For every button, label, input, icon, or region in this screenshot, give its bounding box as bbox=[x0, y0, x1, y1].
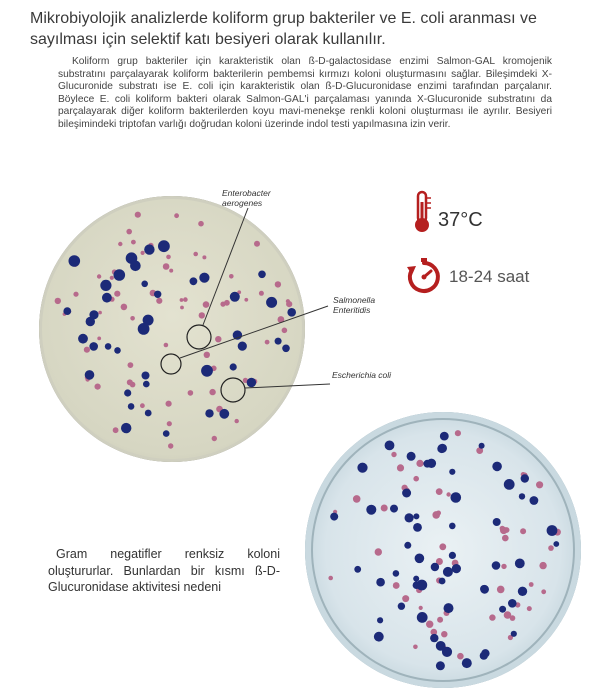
blue-colony bbox=[553, 541, 559, 547]
pink-colony bbox=[393, 582, 400, 589]
blue-colony bbox=[330, 513, 338, 521]
pink-colony bbox=[265, 340, 270, 345]
body-paragraph: Koliform grup bakteriler için karakteristik olan ß-D-galactosidase enzimi Salmon-GAL kromojenik substratını parçalayarak koliform bakterilerin pembemsi kırmızı koloni oluşturmasını sağlar. Bileşimdeki X-Glucuronide substratı ise E. coli için karakteristik olan ß-D-Glucuronidase enzimi tarafından parçalanır. Böylece E. coli koliform bakteri olarak Salmon-GAL'i parçalaması yanında X-Glucuronide substratını da parçalayarak diğer koliform bakterilerden koyu mavi-menekşe renkli koloni oluşturması ile ayrılır. Besiyeri bileşimindeki triptofan varlığı doğrudan koloni üzerinde indol testi yapılmasına izin verir. bbox=[58, 56, 552, 130]
pink-colony bbox=[198, 221, 204, 227]
pink-colony bbox=[229, 274, 234, 279]
pink-colony bbox=[397, 464, 404, 471]
blue-colony bbox=[142, 372, 150, 380]
pink-colony bbox=[235, 419, 239, 423]
pink-colony bbox=[95, 384, 101, 390]
blue-colony bbox=[145, 410, 152, 417]
blue-colony bbox=[385, 441, 395, 451]
pink-colony bbox=[140, 403, 145, 408]
blue-colony bbox=[402, 489, 411, 498]
blue-colony bbox=[69, 255, 81, 267]
pink-colony bbox=[193, 252, 198, 257]
pink-colony bbox=[97, 337, 101, 341]
pink-colony bbox=[168, 443, 173, 448]
pink-colony bbox=[164, 343, 169, 348]
blue-colony bbox=[518, 587, 527, 596]
pink-colony bbox=[254, 241, 260, 247]
pink-colony bbox=[97, 274, 101, 278]
blue-colony bbox=[444, 603, 454, 613]
pink-colony bbox=[426, 621, 433, 628]
pink-colony bbox=[73, 292, 78, 297]
pink-colony bbox=[130, 316, 135, 321]
blue-colony bbox=[100, 280, 111, 291]
petri-dish-main-image bbox=[39, 196, 305, 462]
blue-colony bbox=[398, 603, 405, 610]
blue-colony bbox=[190, 277, 198, 285]
blue-colony bbox=[121, 423, 131, 433]
blue-colony bbox=[511, 631, 517, 637]
colonies-second bbox=[305, 412, 581, 688]
blue-colony bbox=[440, 432, 449, 441]
pink-colony bbox=[328, 576, 333, 581]
pink-colony bbox=[204, 352, 210, 358]
pink-colony bbox=[202, 255, 206, 259]
pink-colony bbox=[141, 251, 145, 255]
pink-colony bbox=[446, 492, 450, 496]
pink-colony bbox=[439, 543, 446, 550]
pink-colony bbox=[84, 347, 90, 353]
blue-colony bbox=[266, 297, 277, 308]
blue-colony bbox=[449, 469, 455, 475]
blue-colony bbox=[413, 513, 419, 519]
pink-colony bbox=[455, 430, 461, 436]
pink-colony bbox=[244, 298, 248, 302]
pink-colony bbox=[527, 606, 532, 611]
pink-colony bbox=[110, 276, 114, 280]
petri-dish-second-image bbox=[305, 412, 581, 688]
blue-colony bbox=[519, 493, 525, 499]
blue-colony bbox=[230, 363, 237, 370]
pink-colony bbox=[497, 586, 505, 594]
blue-colony bbox=[138, 323, 150, 335]
blue-colony bbox=[376, 578, 385, 587]
blue-colony bbox=[114, 347, 121, 354]
pink-colony bbox=[131, 240, 136, 245]
blue-colony bbox=[530, 496, 539, 505]
incubation-time: 18-24 saat bbox=[449, 267, 530, 286]
blue-colony bbox=[439, 578, 446, 585]
pink-colony bbox=[520, 528, 526, 534]
pink-colony bbox=[167, 421, 172, 426]
blue-colony bbox=[442, 647, 452, 657]
pink-colony bbox=[539, 562, 546, 569]
blue-colony bbox=[238, 342, 247, 351]
pink-colony bbox=[416, 460, 423, 467]
blue-colony bbox=[515, 559, 525, 569]
pink-colony bbox=[156, 298, 162, 304]
blue-colony bbox=[417, 612, 428, 623]
blue-colony bbox=[287, 308, 296, 317]
blue-colony bbox=[219, 409, 229, 419]
pink-colony bbox=[501, 564, 506, 569]
pink-colony bbox=[180, 306, 184, 310]
blue-colony bbox=[114, 269, 126, 281]
blue-colony bbox=[357, 463, 367, 473]
blue-colony bbox=[449, 552, 456, 559]
pink-colony bbox=[510, 615, 516, 621]
blue-colony bbox=[85, 370, 95, 380]
pink-colony bbox=[391, 452, 396, 457]
blue-colony bbox=[438, 444, 447, 453]
timer-icon bbox=[405, 258, 443, 296]
blue-colony bbox=[390, 505, 398, 513]
pink-colony bbox=[166, 401, 172, 407]
pink-colony bbox=[436, 511, 441, 516]
blue-colony bbox=[480, 585, 489, 594]
pink-colony bbox=[413, 645, 418, 650]
blue-colony bbox=[63, 307, 71, 315]
blue-colony bbox=[247, 378, 256, 387]
blue-colony bbox=[504, 479, 515, 490]
pink-colony bbox=[121, 304, 128, 311]
blue-colony bbox=[499, 606, 506, 613]
blue-colony bbox=[89, 310, 98, 319]
pink-colony bbox=[220, 302, 225, 307]
pink-colony bbox=[536, 481, 543, 488]
pink-colony bbox=[127, 379, 133, 385]
blue-colony bbox=[126, 252, 138, 264]
blue-colony bbox=[521, 474, 529, 482]
pink-colony bbox=[437, 617, 443, 623]
pink-colony bbox=[436, 488, 443, 495]
pink-colony bbox=[163, 263, 170, 270]
blue-colony bbox=[282, 345, 290, 353]
blue-colony bbox=[275, 338, 282, 345]
pink-colony bbox=[419, 606, 423, 610]
blue-colony bbox=[124, 389, 131, 396]
bottom-paragraph: Gram negatifler renksiz koloni oluştururlar. Bunlardan bir kısmı ß-D-Glucuronidase aktivitesi nedeni bbox=[48, 547, 280, 594]
blue-colony bbox=[102, 293, 112, 303]
blue-colony bbox=[233, 330, 242, 339]
pink-colony bbox=[541, 589, 546, 594]
pink-colony bbox=[402, 595, 409, 602]
blue-colony bbox=[199, 273, 209, 283]
blue-colony bbox=[436, 661, 445, 670]
blue-colony bbox=[451, 492, 462, 503]
pink-colony bbox=[375, 548, 382, 555]
blue-colony bbox=[492, 462, 502, 472]
pink-colony bbox=[441, 631, 447, 637]
blue-colony bbox=[163, 430, 170, 437]
blue-colony bbox=[431, 563, 439, 571]
pink-colony bbox=[166, 255, 171, 260]
label-enterobacter: Enterobacter aerogenes bbox=[222, 188, 271, 208]
blue-colony bbox=[547, 525, 558, 536]
pink-colony bbox=[457, 653, 464, 660]
blue-colony bbox=[480, 652, 488, 660]
label-salmonella: Salmonella Enteritidis bbox=[333, 295, 376, 315]
pink-colony bbox=[502, 535, 509, 542]
blue-colony bbox=[493, 518, 501, 526]
blue-colony bbox=[404, 542, 411, 549]
pink-colony bbox=[529, 582, 534, 587]
pink-colony bbox=[413, 476, 419, 482]
pink-colony bbox=[169, 269, 173, 273]
pink-colony bbox=[183, 297, 188, 302]
blue-colony bbox=[393, 570, 400, 577]
pink-colony bbox=[180, 298, 184, 302]
pink-colony bbox=[286, 301, 292, 307]
blue-colony bbox=[201, 365, 213, 377]
pink-colony bbox=[275, 281, 281, 287]
blue-colony bbox=[407, 452, 416, 461]
temperature-value: 37°C bbox=[438, 209, 483, 231]
pink-colony bbox=[174, 213, 179, 218]
blue-colony bbox=[374, 632, 384, 642]
pink-colony bbox=[128, 362, 134, 368]
pink-colony bbox=[188, 390, 194, 396]
blue-colony bbox=[430, 634, 438, 642]
blue-colony bbox=[415, 554, 425, 564]
pink-colony bbox=[199, 312, 205, 318]
blue-colony bbox=[413, 523, 422, 532]
pink-colony bbox=[548, 545, 554, 551]
label-ecoli: Escherichia coli bbox=[332, 370, 392, 380]
pink-colony bbox=[126, 229, 132, 235]
pink-colony bbox=[203, 301, 210, 308]
pink-colony bbox=[135, 212, 141, 218]
pink-colony bbox=[500, 527, 507, 534]
blue-colony bbox=[158, 240, 170, 252]
blue-colony bbox=[78, 334, 88, 344]
blue-colony bbox=[128, 403, 135, 410]
pink-colony bbox=[114, 291, 120, 297]
pink-colony bbox=[209, 389, 215, 395]
blue-colony bbox=[492, 561, 501, 570]
blue-colony bbox=[508, 599, 517, 608]
blue-colony bbox=[462, 658, 472, 668]
pink-colony bbox=[98, 311, 102, 315]
colonies-main bbox=[39, 196, 305, 462]
blue-colony bbox=[449, 523, 456, 530]
blue-colony bbox=[258, 271, 266, 279]
blue-colony bbox=[143, 381, 150, 388]
blue-colony bbox=[105, 343, 112, 350]
pink-colony bbox=[212, 436, 217, 441]
pink-colony bbox=[381, 505, 388, 512]
blue-colony bbox=[154, 291, 161, 298]
blue-colony bbox=[144, 244, 154, 254]
pink-colony bbox=[55, 298, 61, 304]
blue-colony bbox=[354, 566, 361, 573]
blue-colony bbox=[89, 342, 98, 351]
headline: Mikrobiyolojik analizlerde koliform grup bakteriler ve E. coli aranması ve sayılması için selektif katı besiyeri olarak kullanılır. bbox=[30, 10, 537, 48]
pink-colony bbox=[215, 336, 221, 342]
thermometer-icon bbox=[410, 190, 434, 234]
blue-colony bbox=[479, 443, 485, 449]
blue-colony bbox=[452, 564, 461, 573]
blue-colony bbox=[141, 281, 148, 288]
blue-colony bbox=[230, 292, 240, 302]
pink-colony bbox=[259, 291, 264, 296]
blue-colony bbox=[427, 459, 436, 468]
blue-colony bbox=[413, 581, 421, 589]
pink-colony bbox=[113, 427, 119, 433]
blue-colony bbox=[413, 576, 419, 582]
blue-colony bbox=[366, 505, 376, 515]
pink-colony bbox=[118, 242, 122, 246]
pink-colony bbox=[353, 495, 361, 503]
blue-colony bbox=[377, 617, 383, 623]
blue-colony bbox=[405, 513, 414, 522]
pink-colony bbox=[282, 328, 288, 334]
blue-colony bbox=[443, 567, 453, 577]
blue-colony bbox=[205, 409, 213, 417]
pink-colony bbox=[278, 316, 285, 323]
pink-colony bbox=[489, 614, 495, 620]
